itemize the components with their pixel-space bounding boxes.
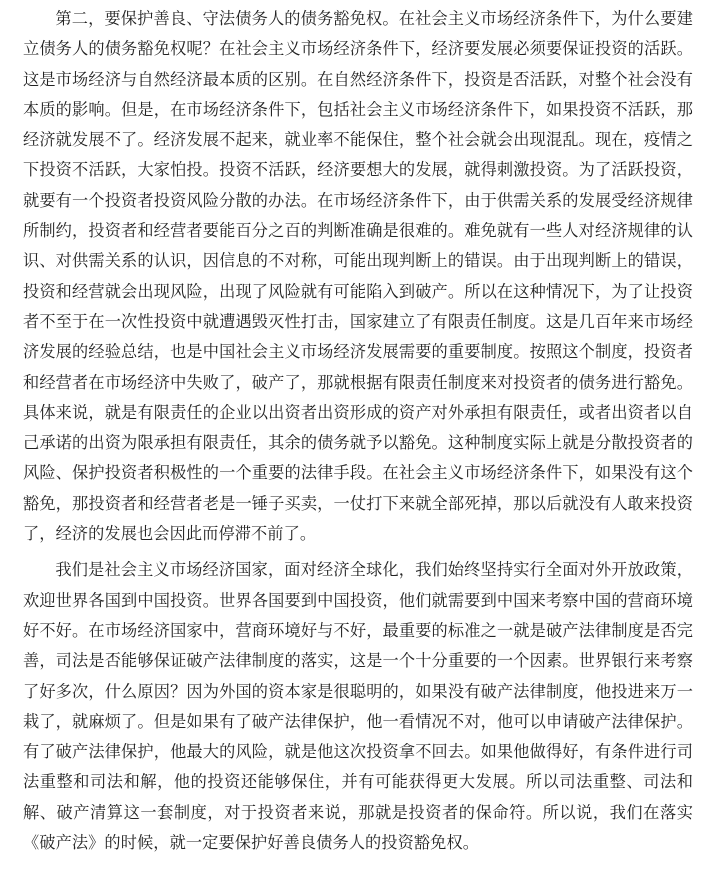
paragraph-debt-exemption: 第二，要保护善良、守法债务人的债务豁免权。在社会主义市场经济条件下，为什么要建立债务人的债务豁免权呢？在社会主义市场经济条件下，经济要发展必须要保证投资的活跃。这是市场经济与自然经济最本质的区别。在自然经济条件下，投资是否活跃，对整个社会没有本质的影响。但是，在市场经济条件下，包括社会主义市场经济条件下，如果投资不活跃，那经济就发展不了。经济发展不起来，就业率不能保住，整个社会就会出现混乱。现在，疫情之下投资不活跃，大家怕投。投资不活跃，经济要想大的发展，就得刺激投资。为了活跃投资，就要有一个投资者投资风险分散的办法。在市场经济条件下，由于供需关系的发展受经济规律所制约，投资者和经营者要能百分之百的判断准确是很难的。难免就有一些人对经济规律的认识、对供需关系的认识，因信息的不对称，可能出现判断上的错误。由于出现判断上的错误，投资和经营就会出现风险，出现了风险就有可能陷入到破产。所以在这种情况下，为了让投资者不至于在一次性投资中就遭遇毁灭性打击，国家建立了有限责任制度。这是几百年来市场经济发展的经验总结，也是中国社会主义市场经济发展需要的重要制度。按照这个制度，投资者和经营者在市场经济中失败了，破产了，那就根据有限责任制度来对投资者的债务进行豁免。具体来说，就是有限责任的企业以出资者出资形成的资产对外承担有限责任，或者出资者以自己承诺的出资为限承担有限责任，其余的债务就予以豁免。这种制度实际上就是分散投资者的风险、保护投资者积极性的一个重要的法律手段。在社会主义市场经济条件下，如果没有这个豁免，那投资者和经营者老是一锤子买卖，一仗打下来就全部死掉，那以后就没有人敢来投资了，经济的发展也会因此而停滞不前了。	[23, 9, 693, 544]
paragraph-business-environment: 我们是社会主义市场经济国家，面对经济全球化，我们始终坚持实行全面对外开放政策，欢迎世界各国到中国投资。世界各国要到中国投资，他们就需要到中国来考察中国的营商环境好不好。在市场经济国家中，营商环境好与不好，最重要的标准之一就是破产法律制度是否完善，司法是否能够保证破产法律制度的落实，这是一个十分重要的一个因素。世界银行来考察了好多次，什么原因？因为外国的资本家是很聪明的，如果没有破产法律制度，他投进来万一栽了，就麻烦了。但是如果有了破产法律保护，他一看情况不对，他可以申请破产法律保护。有了破产法律保护，他最大的风险，就是他这次投资拿不回去。如果他做得好，有条件进行司法重整和司法和解，他的投资还能够保住，并有可能获得更大发展。所以司法重整、司法和解、破产清算这一套制度，对于投资者来说，那就是投资者的保命符。所以说，我们在落实《破产法》的时候，就一定要保护好善良债务人的投资豁免权。	[23, 560, 693, 853]
